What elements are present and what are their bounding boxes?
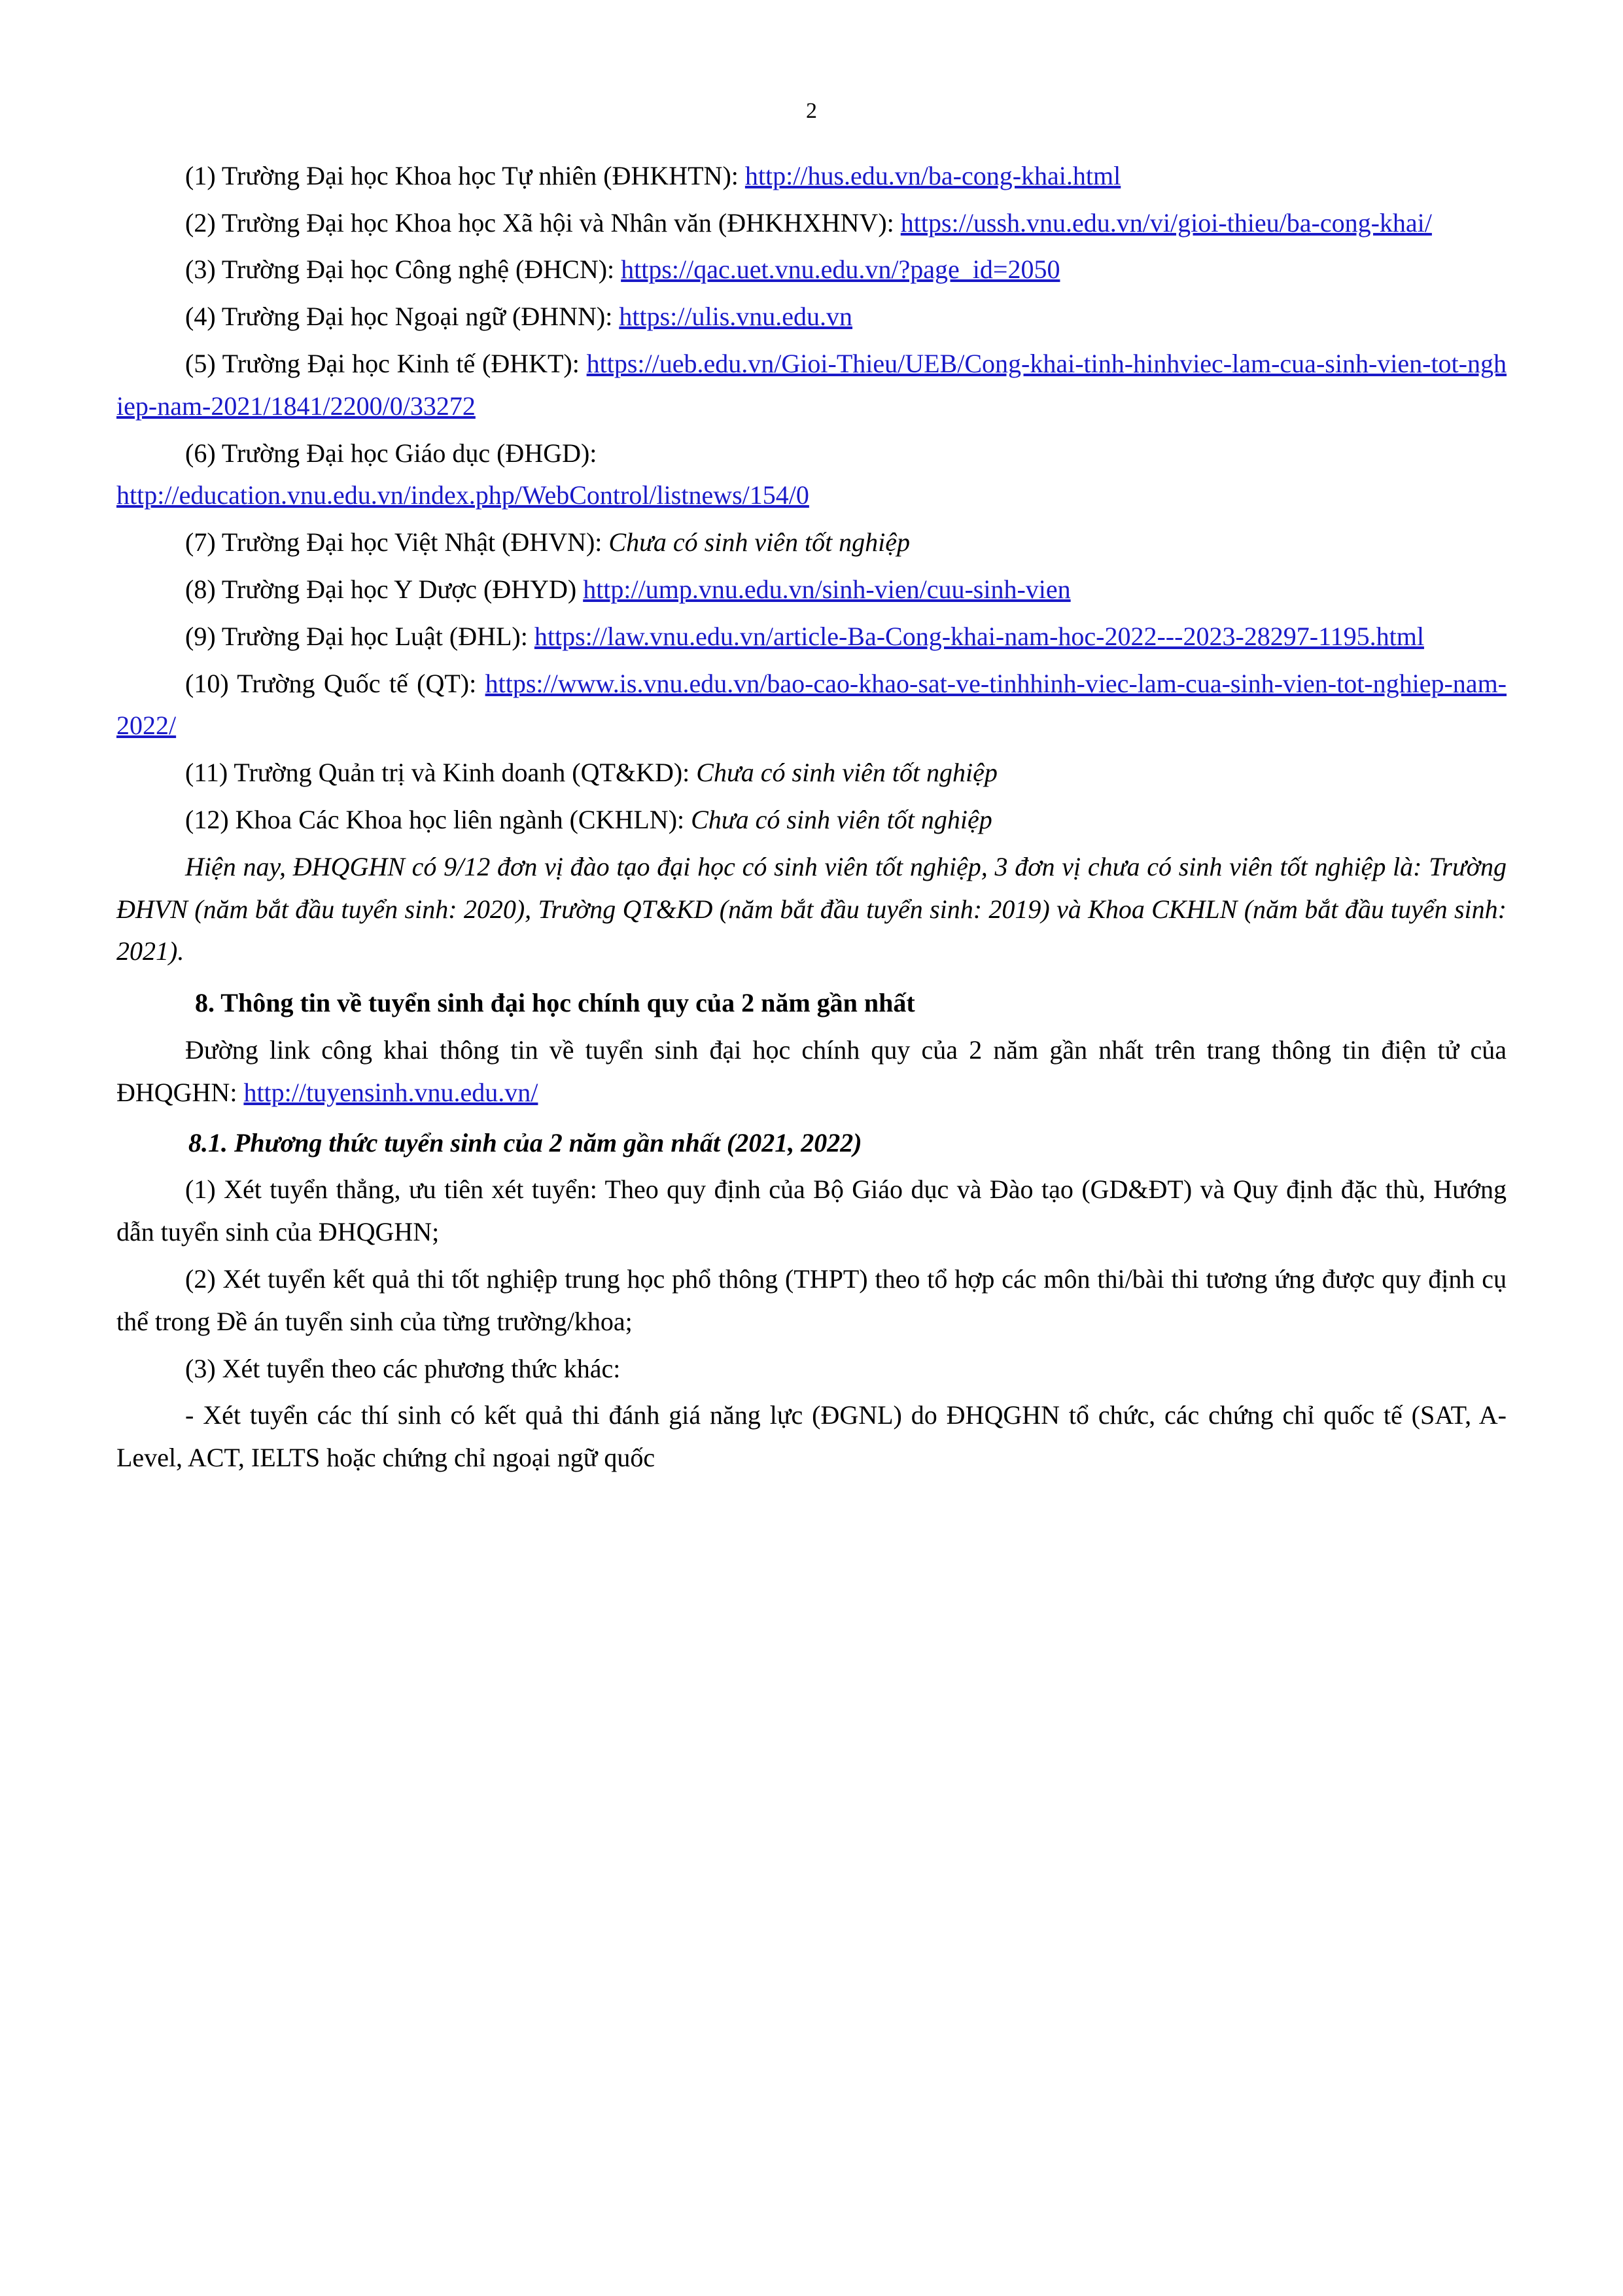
list-item-10 bbox=[116, 663, 1507, 748]
list-item-1-link[interactable]: http://hus.edu.vn/ba-cong-khai.html bbox=[744, 160, 1121, 190]
method-item-4: - Xét tuyển các thí sinh có kết quả thi đánh giá năng lực (ĐGNL) do ĐHQGHN tổ chức, các chứng chỉ quốc tế (SAT, A-Level, ACT, IELTS hoặc chứng chỉ ngoại ngữ quốc bbox=[116, 1400, 1507, 1473]
list-item-5-link[interactable]: https://ueb.edu.vn/Gioi-Thieu/UEB/Cong-khai-tinh-hinhviec-lam-cua-sinh-vien-tot-nghiep-nam-2021/1841/2200/0/33272 bbox=[116, 348, 1507, 421]
summary-paragraph: Hiện nay, ĐHQGHN có 9/12 đơn vị đào tạo đại học có sinh viên tốt nghiệp, 3 đơn vị chưa có sinh viên tốt nghiệp là: Trường ĐHVN (năm bắt đầu tuyển sinh: 2020), Trường QT&KD (năm bắt đầu tuyển sinh: 2019) và Khoa CKHLN (năm bắt đầu tuyển sinh: 2021). bbox=[116, 851, 1507, 966]
list-item-7 bbox=[116, 521, 1507, 564]
list-item-7-label: (7) Trường Đại học Việt Nhật (ĐHVN): bbox=[185, 527, 609, 557]
method-item-2: (2) Xét tuyển kết quả thi tốt nghiệp trung học phổ thông (THPT) theo tổ hợp các môn thi/bài thi tương ứng được quy định cụ thể trong Đề án tuyển sinh của từng trường/khoa; bbox=[116, 1263, 1507, 1336]
list-item-3-label: (3) Trường Đại học Công nghệ (ĐHCN): bbox=[185, 255, 621, 285]
list-item-8 bbox=[116, 569, 1507, 611]
list-item-10-link[interactable]: https://www.is.vnu.edu.vn/bao-cao-khao-sat-ve-tinhhinh-viec-lam-cua-sinh-vien-tot-nghiep-nam-2022/ bbox=[116, 668, 1507, 741]
list-item-3 bbox=[116, 249, 1507, 291]
method-item-1: (1) Xét tuyển thẳng, ưu tiên xét tuyển: Theo quy định của Bộ Giáo dục và Đào tạo (GD&ĐT) và Quy định đặc thù, Hướng dẫn tuyển sinh của ĐHQGHN; bbox=[116, 1174, 1507, 1247]
list-item-4-label: (4) Trường Đại học Ngoại ngữ (ĐHNN): bbox=[185, 302, 620, 332]
list-item-9-link[interactable]: https://law.vnu.edu.vn/article-Ba-Cong-khai-nam-hoc-2022---2023-28297-1195.html bbox=[534, 621, 1424, 651]
list-item-9 bbox=[116, 616, 1507, 658]
list-item-12 bbox=[116, 799, 1507, 841]
list-item-2-label: (2) Trường Đại học Khoa học Xã hội và Nhân văn (ĐHKHXHNV): bbox=[185, 207, 901, 238]
document-body bbox=[116, 155, 1507, 1479]
list-item-9-label: (9) Trường Đại học Luật (ĐHL): bbox=[185, 621, 534, 651]
section-8-1-subheading: 8.1. Phương thức tuyển sinh của 2 năm gần nhất (2021, 2022) bbox=[188, 1127, 862, 1157]
list-item-3-link[interactable]: https://qac.uet.vnu.edu.vn/?page_id=2050 bbox=[621, 255, 1060, 285]
list-item-8-label: (8) Trường Đại học Y Dược (ĐHYD) bbox=[185, 574, 584, 604]
section-8-intro-text: Đường link công khai thông tin về tuyển sinh đại học chính quy của 2 năm gần nhất trên trang thông tin điện tử của ĐHQGHN: bbox=[116, 1034, 1507, 1107]
list-item-2-link[interactable]: https://ussh.vnu.edu.vn/vi/gioi-thieu/ba-cong-khai/ bbox=[900, 207, 1432, 238]
list-item-5 bbox=[116, 343, 1507, 428]
list-item-10-label: (10) Trường Quốc tế (QT): bbox=[185, 668, 485, 698]
list-item-11-label: (11) Trường Quản trị và Kinh doanh (QT&KD): bbox=[185, 758, 697, 788]
list-item-6-label: (6) Trường Đại học Giáo dục (ĐHGD): bbox=[185, 438, 597, 468]
list-item-11-note: Chưa có sinh viên tốt nghiệp bbox=[696, 758, 998, 788]
list-item-11 bbox=[116, 752, 1507, 794]
list-item-8-link[interactable]: http://ump.vnu.edu.vn/sinh-vien/cuu-sinh-vien bbox=[583, 574, 1071, 604]
list-item-2 bbox=[116, 202, 1507, 245]
section-8-intro-link[interactable]: http://tuyensinh.vnu.edu.vn/ bbox=[243, 1077, 538, 1107]
section-8-intro bbox=[116, 1029, 1507, 1114]
list-item-6 bbox=[116, 433, 1507, 518]
list-item-5-label: (5) Trường Đại học Kinh tế (ĐHKT): bbox=[185, 348, 587, 378]
page-number: 2 bbox=[806, 99, 817, 123]
list-item-6-link[interactable]: http://education.vnu.edu.vn/index.php/WebControl/listnews/154/0 bbox=[116, 480, 809, 510]
list-item-12-label: (12) Khoa Các Khoa học liên ngành (CKHLN): bbox=[185, 804, 691, 834]
list-item-12-note: Chưa có sinh viên tốt nghiệp bbox=[691, 804, 992, 834]
list-item-1-label: (1) Trường Đại học Khoa học Tự nhiên (ĐHKHTN): bbox=[185, 160, 745, 190]
method-item-3: (3) Xét tuyển theo các phương thức khác: bbox=[185, 1353, 621, 1383]
list-item-7-note: Chưa có sinh viên tốt nghiệp bbox=[608, 527, 911, 557]
list-item-1 bbox=[116, 155, 1507, 198]
list-item-4-link[interactable]: https://ulis.vnu.edu.vn bbox=[619, 302, 853, 332]
section-8-heading: 8. Thông tin về tuyển sinh đại học chính quy của 2 năm gần nhất bbox=[195, 988, 915, 1018]
list-item-4 bbox=[116, 296, 1507, 338]
